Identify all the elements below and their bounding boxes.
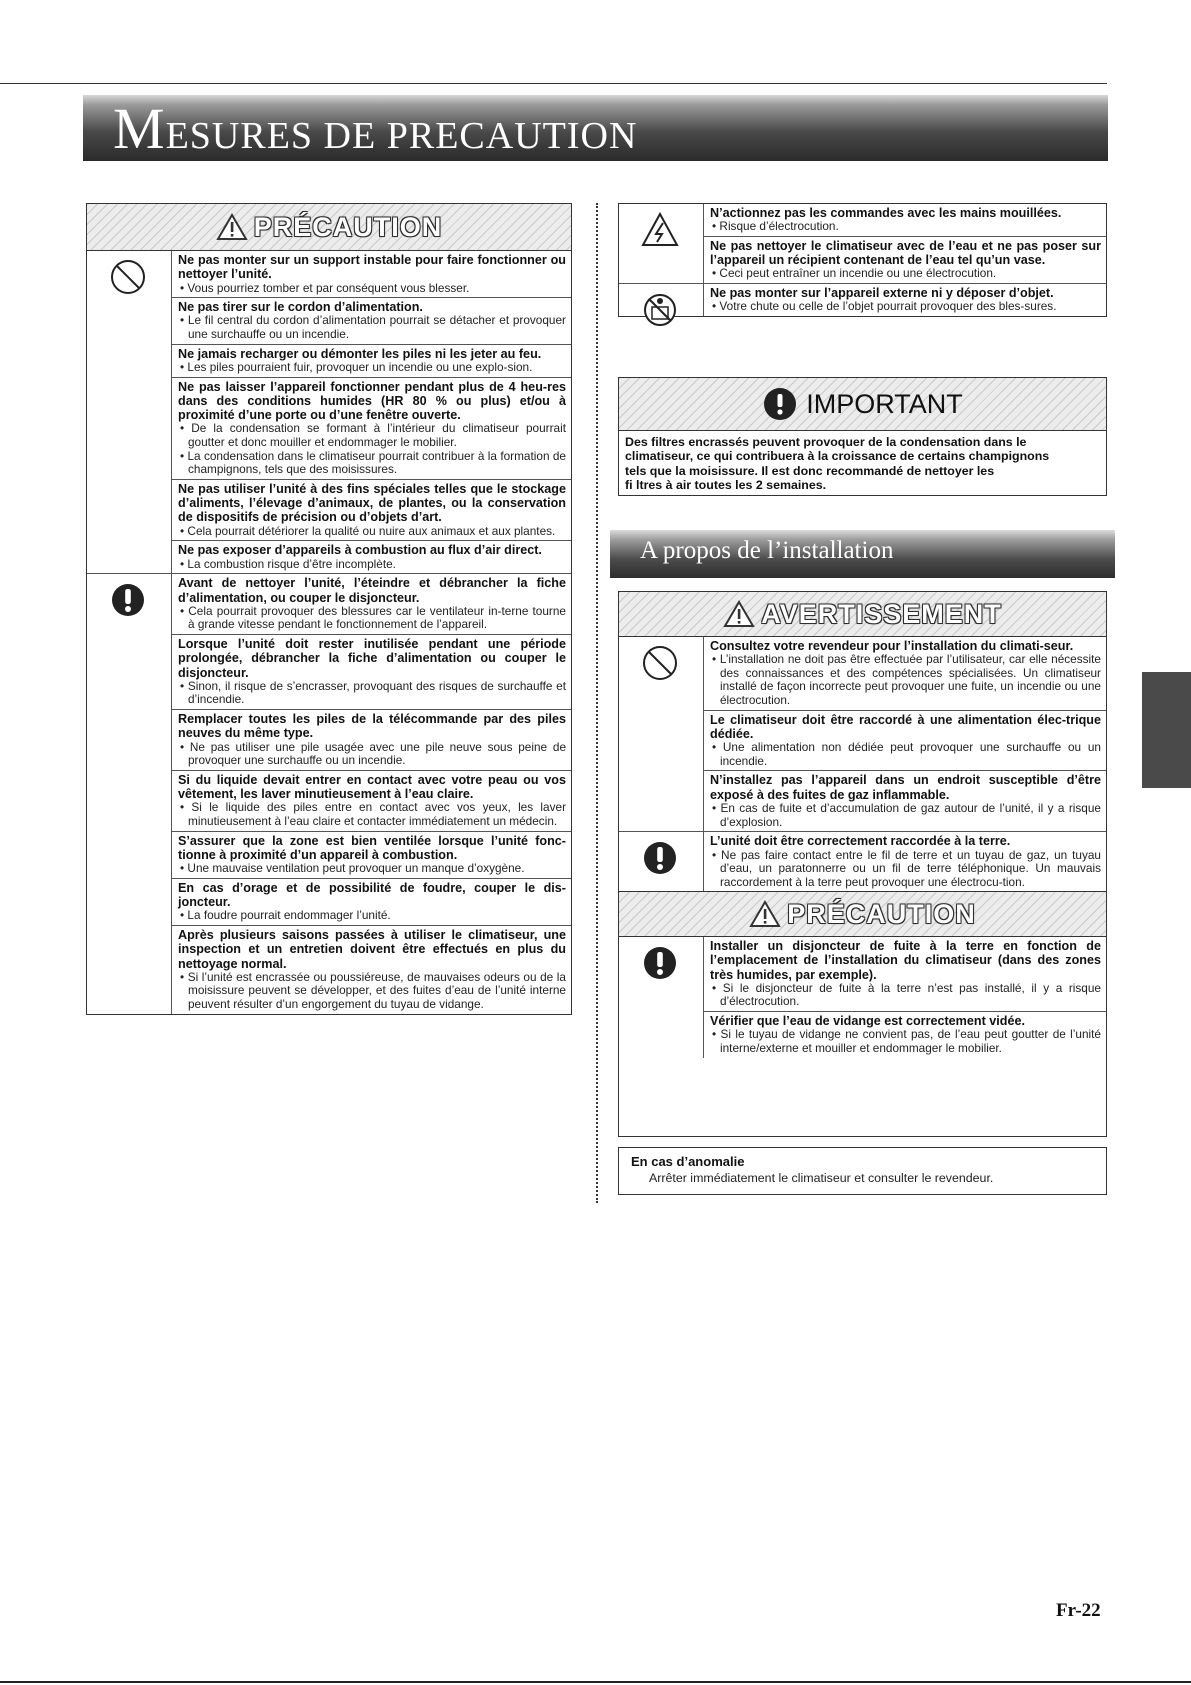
icon-column xyxy=(87,574,172,1013)
section-banner xyxy=(83,95,1108,161)
item-bullet: • Risque d’électrocution. xyxy=(710,220,1101,234)
item-title: Si du liquide devait entrer en contact avec votre peau ou vos vêtement, les laver minutieusement à l’eau claire. xyxy=(178,772,566,802)
group-content xyxy=(704,284,1106,316)
item-bullet: • La foudre pourrait endommager l’unité. xyxy=(178,909,566,923)
precaution-item xyxy=(172,879,571,926)
precaution-item xyxy=(172,378,571,480)
precaution-item xyxy=(704,204,1106,237)
item-bullet: • Les piles pourraient fuir, provoquer un incendie ou une explo-sion. xyxy=(178,361,566,375)
item-bullet: • La combustion risque d’être incomplète. xyxy=(178,558,566,572)
left-caution-panel xyxy=(86,203,572,1015)
group-content xyxy=(704,937,1106,1058)
warning-triangle-icon xyxy=(216,213,248,241)
item-title: Ne pas monter sur l’appareil externe ni y déposer d’objet. xyxy=(710,286,1054,301)
installation-banner xyxy=(610,530,1115,578)
install-caution-section xyxy=(619,891,1106,1058)
precaution-item xyxy=(172,710,571,771)
warning-group xyxy=(619,637,1106,832)
group-content xyxy=(172,574,571,1013)
item-title: Ne pas nettoyer le climatiseur avec de l’eau et ne pas poser sur l’appareil un récipient contenant de l’eau tel qu’un vase. xyxy=(710,238,1101,268)
item-bullet: • Votre chute ou celle de l’objet pourrait provoquer des bles-sures. xyxy=(710,300,1101,314)
item-title: En cas d’orage et de possibilité de foudre, couper le dis-joncteur. xyxy=(178,880,566,910)
item-bullet: • Sinon, il risque de s’encrasser, provoquant des risques de surchauffe et d’incendie. xyxy=(178,680,566,707)
item-title: S’assurer que la zone est bien ventilée lorsque l’unité fonc-tionne à proximité d’un appareil à combustion. xyxy=(178,833,566,862)
warning-triangle-icon xyxy=(749,900,781,928)
item-title: Ne pas laisser l’appareil fonctionner pendant plus de 4 heu-res dans des conditions humides (HR 80 % ou plus) et/ou à proximité d’une porte ou d’une fenêtre ouverte. xyxy=(178,379,566,423)
group-content xyxy=(704,204,1106,283)
item-bullet: • Ne pas utiliser une pile usagée avec une pile neuve sous peine de provoquer une surchauffe ou un incendie. xyxy=(178,741,566,768)
item-title: Lorsque l’unité doit rester inutilisée pendant une période prolongée, débrancher la fiche d’alimentation ou couper le disjoncteur. xyxy=(178,636,566,680)
installation-title: A propos de l’installation xyxy=(640,537,894,564)
precaution-item xyxy=(172,926,571,1014)
prohibition-icon xyxy=(640,643,680,683)
precaution-item xyxy=(172,574,571,635)
exclamation-circle-icon xyxy=(762,386,798,422)
icon-column xyxy=(619,937,704,1058)
right-top-rows xyxy=(619,204,1106,316)
group-content xyxy=(704,637,1106,831)
anomaly-box xyxy=(618,1147,1107,1195)
precaution-item xyxy=(172,251,571,298)
icon-column xyxy=(87,251,172,573)
anomaly-title: En cas d’anomalie xyxy=(631,1154,745,1169)
installation-panel xyxy=(618,591,1107,1137)
icon-column xyxy=(619,637,704,831)
item-bullet: • Vous pourriez tomber et par conséquent vous blesser. xyxy=(178,282,566,296)
mandatory-action-icon xyxy=(640,943,680,983)
install-caution-rows xyxy=(619,937,1106,1058)
item-title: Installer un disjoncteur de fuite à la terre en fonction de l’emplacement de l’installation du climatiseur (dans des zones très humides, par exemple). xyxy=(710,939,1101,982)
warning-triangle-icon xyxy=(723,600,755,628)
warning-group xyxy=(619,937,1106,1058)
page-number: Fr-22 xyxy=(1056,1600,1101,1621)
group-content xyxy=(172,251,571,573)
no-step-icon xyxy=(640,290,680,330)
precaution-item xyxy=(704,237,1106,283)
mandatory-action-icon xyxy=(640,838,680,878)
item-title: Après plusieurs saisons passées à utiliser le climatiseur, une inspection et un entretien doivent être effectués en plus du nettoyage normal. xyxy=(178,928,566,971)
precaution-item xyxy=(704,832,1106,891)
warning-heading: AVERTISSEMENT xyxy=(619,592,1106,637)
item-title: Le climatiseur doit être raccordé à une alimentation élec-trique dédiée. xyxy=(710,712,1101,741)
icon-column xyxy=(619,832,704,891)
precaution-item xyxy=(172,345,571,378)
prohibition-icon xyxy=(108,257,148,297)
item-title: N’installez pas l’appareil dans un endroit susceptible d’être exposé à des fuites de gaz inflammable. xyxy=(710,773,1101,802)
precaution-item xyxy=(704,711,1106,772)
important-body: Des filtres encrassés peuvent provoquer de la condensation dans le climatiseur, ce qui contribuera à la croissance de certains champignons tels que la moisissure. Il est donc recommandé de nettoyer les fi ltres à air toutes les 2 semaines. xyxy=(619,430,1106,497)
column-divider xyxy=(596,203,598,1203)
install-caution-heading: PRÉCAUTION xyxy=(619,891,1106,937)
item-title: Vérifier que l’eau de vidange est correctement vidée. xyxy=(710,1014,1025,1029)
precaution-item xyxy=(172,541,571,573)
group-content xyxy=(704,832,1106,891)
item-title: Ne pas utiliser l’unité à des fins spéciales telles que le stockage d’aliments, l’élevage d’animaux, de plantes, ou la conservation de dispositifs de précision ou d’objets d’art. xyxy=(178,481,566,525)
caution-heading: PRÉCAUTION xyxy=(87,204,571,251)
item-title: Remplacer toutes les piles de la télécommande par des piles neuves du même type. xyxy=(178,712,566,741)
section-title: MESURES DE PRECAUTION xyxy=(113,96,638,161)
bottom-rule xyxy=(0,1681,1191,1683)
precaution-item xyxy=(172,480,571,541)
item-title: Avant de nettoyer l’unité, l’éteindre et débrancher la fiche d’alimentation, ou couper le disjoncteur. xyxy=(178,576,566,605)
item-bullet: • Le fil central du cordon d’alimentation pourrait se détacher et provoquer une surchauffe ou un incendie. xyxy=(178,314,566,341)
top-rule xyxy=(0,83,1107,84)
warning-group xyxy=(87,574,571,1013)
left-rows xyxy=(87,251,571,1014)
anomaly-text: Arrêter immédiatement le climatiseur et consulter le revendeur. xyxy=(649,1171,994,1185)
item-bullet: • L’installation ne doit pas être effectuée par l’utilisateur, car elle nécessite des connaissances et des compétences spécialisées. Un climatiseur installé de façon incorrecte peut provoquer une fuite, un incendie ou une électrocution. xyxy=(710,653,1101,707)
item-bullet: • Cela pourrait provoquer des blessures car le ventilateur in-terne tourne à grande vitesse pendant le fonctionnement de l’appareil. xyxy=(178,605,566,632)
item-title: Consultez votre revendeur pour l’installation du climati-seur. xyxy=(710,639,1074,653)
item-title: Ne jamais recharger ou démonter les piles ni les jeter au feu. xyxy=(178,346,542,361)
precaution-item xyxy=(172,298,571,344)
item-bullet: • Si le liquide des piles entre en contact avec vos yeux, les laver minutieusement à l’eau claire et contacter immédiatement un médecin. xyxy=(178,801,566,828)
icon-column xyxy=(619,204,704,283)
precaution-item xyxy=(172,771,571,832)
item-title: Ne pas monter sur un support instable pour faire fonctionner ou nettoyer l’unité. xyxy=(178,253,566,282)
item-title: Ne pas tirer sur le cordon d’alimentation. xyxy=(178,300,423,315)
mandatory-action-icon xyxy=(108,580,148,620)
precaution-item xyxy=(704,1012,1106,1057)
item-bullet: • En cas de fuite et d’accumulation de gaz autour de l’unité, il y a risque d’explosion. xyxy=(710,802,1101,829)
important-panel xyxy=(618,377,1107,496)
item-bullet: • De la condensation se formant à l’intérieur du climatiseur pourrait goutter et donc mouiller et endommager le mobilier. xyxy=(178,422,566,449)
item-bullet: • La condensation dans le climatiseur pourrait contribuer à la formation de champignons, tels que des moisissures. xyxy=(178,450,566,477)
right-top-panel xyxy=(618,203,1107,317)
item-title: N’actionnez pas les commandes avec les mains mouillées. xyxy=(710,206,1062,220)
warning-group xyxy=(87,251,571,574)
important-heading: IMPORTANT xyxy=(619,378,1106,430)
item-bullet: • Cela pourrait détériorer la qualité ou nuire aux animaux et aux plantes. xyxy=(178,525,566,539)
item-title: Ne pas exposer d’appareils à combustion au flux d’air direct. xyxy=(178,543,542,558)
precaution-item xyxy=(704,771,1106,831)
warning-group xyxy=(619,832,1106,891)
precaution-item xyxy=(172,832,571,879)
item-bullet: • Ne pas faire contact entre le fil de terre et un tuyau de gaz, un tuyau d’eau, un paratonnerre ou un fil de terre téléphonique. Un mauvais raccordement à la terre peut provoquer une électrocu-tion. xyxy=(710,849,1101,890)
precaution-item xyxy=(704,937,1106,1012)
item-bullet: • Si le tuyau de vidange ne convient pas, de l’eau peut goutter de l’unité interne/externe et mouiller et endommager le mobilier. xyxy=(710,1028,1101,1055)
item-bullet: • Une mauvaise ventilation peut provoquer un manque d’oxygène. xyxy=(178,862,566,876)
warning-group xyxy=(619,204,1106,284)
item-bullet: • Si l’unité est encrassée ou poussiéreuse, de mauvaises odeurs ou de la moisissure peuvent se développer, et des fuites d’eau de l’unité interne peuvent résulter d’un engorgement du tuyau de vidange. xyxy=(178,971,566,1012)
precaution-item xyxy=(704,284,1106,316)
item-title: L’unité doit être correctement raccordée à la terre. xyxy=(710,834,1011,849)
item-bullet: • Ceci peut entraîner un incendie ou une électrocution. xyxy=(710,267,1101,281)
item-bullet: • Si le disjoncteur de fuite à la terre n’est pas installé, il y a risque d’électrocution. xyxy=(710,982,1101,1009)
electric-shock-icon xyxy=(640,210,680,250)
icon-column xyxy=(619,284,704,316)
warning-rows xyxy=(619,637,1106,891)
precaution-item xyxy=(172,635,571,710)
side-tab xyxy=(1142,672,1191,788)
warning-group xyxy=(619,284,1106,316)
precaution-item xyxy=(704,637,1106,711)
item-bullet: • Une alimentation non dédiée peut provoquer une surchauffe ou un incendie. xyxy=(710,741,1101,768)
